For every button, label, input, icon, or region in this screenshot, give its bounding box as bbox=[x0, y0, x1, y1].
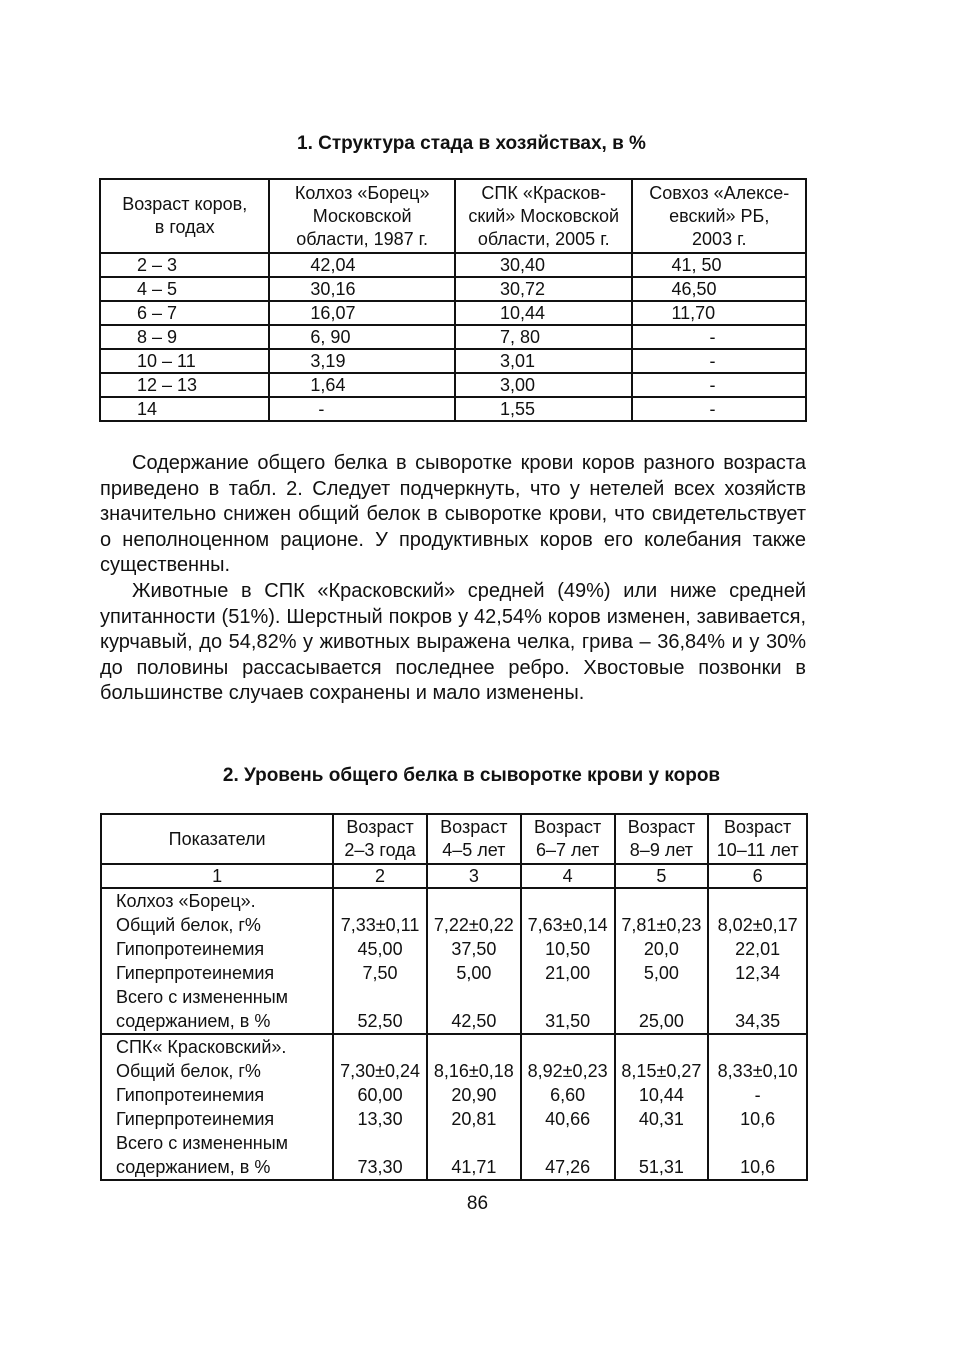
value-cell: 46,50 bbox=[632, 277, 806, 301]
age-cell: 2 – 3 bbox=[100, 253, 269, 277]
table2-header-age-6-7: Возраст 6–7 лет bbox=[521, 814, 615, 864]
value-cell: 30,72 bbox=[455, 277, 633, 301]
value-cell: 3,01 bbox=[455, 349, 633, 373]
value-cell: 3,19 bbox=[269, 349, 455, 373]
table-row bbox=[100, 277, 806, 301]
table1-header-row bbox=[100, 179, 806, 253]
value-cell: - bbox=[632, 397, 806, 421]
group-values: 8,15±0,27 10,44 40,31 51,31 bbox=[615, 1034, 709, 1180]
table2-header-age-2-3: Возраст 2–3 года bbox=[333, 814, 427, 864]
group-labels: Колхоз «Борец». Общий белок, г% Гипопротеинемия Гиперпротеинемия Всего с измененным содержанием, в % bbox=[101, 888, 333, 1034]
table1-title: 1. Структура стада в хозяйствах, в % bbox=[297, 133, 646, 154]
table2-group-krasko bbox=[101, 1034, 807, 1180]
value-cell: - bbox=[632, 325, 806, 349]
table-row bbox=[100, 349, 806, 373]
table1-header-krasko: СПК «Красков- ский» Московской области, 2005 г. bbox=[455, 179, 633, 253]
table2-header-row bbox=[101, 814, 807, 864]
value-cell: 11,70 bbox=[632, 301, 806, 325]
table-row bbox=[100, 397, 806, 421]
table2-header-age-10-11: Возраст 10–11 лет bbox=[708, 814, 807, 864]
value-cell: 30,40 bbox=[455, 253, 633, 277]
group-values: 8,92±0,23 6,60 40,66 47,26 bbox=[521, 1034, 615, 1180]
table-row bbox=[100, 253, 806, 277]
paragraph-protein-content: Содержание общего белка в сыворотке крови коров разного возраста приведено в табл. 2. Следует подчеркнуть, что у нетелей всех хозяйств значительно снижен общий белок в сыворотке крови, что свидетельствует о неполноценном рационе. У продуктивных коров его колебания также существенны. bbox=[100, 452, 806, 576]
value-cell: 10,44 bbox=[455, 301, 633, 325]
column-number: 5 bbox=[615, 864, 709, 888]
table2-header-age-8-9: Возраст 8–9 лет bbox=[615, 814, 709, 864]
group-labels: СПК« Красковский». Общий белок, г% Гипопротеинемия Гиперпротеинемия Всего с измененным содержанием, в % bbox=[101, 1034, 333, 1180]
group-values: 8,16±0,18 20,90 20,81 41,71 bbox=[427, 1034, 521, 1180]
table2-column-numbers bbox=[101, 864, 807, 888]
column-number: 3 bbox=[427, 864, 521, 888]
value-cell: 3,00 bbox=[455, 373, 633, 397]
table1-header-alekseevsky: Совхоз «Алексе- евский» РБ, 2003 г. bbox=[632, 179, 806, 253]
age-cell: 12 – 13 bbox=[100, 373, 269, 397]
herd-structure-table bbox=[99, 178, 807, 422]
table1-header-borets: Колхоз «Борец» Московской области, 1987 г. bbox=[269, 179, 455, 253]
value-cell: 30,16 bbox=[269, 277, 455, 301]
age-cell: 4 – 5 bbox=[100, 277, 269, 301]
value-cell: 7, 80 bbox=[455, 325, 633, 349]
group-values: 7,30±0,24 60,00 13,30 73,30 bbox=[333, 1034, 427, 1180]
paragraph-animal-condition: Животные в СПК «Красковский» средней (49%) или ниже средней упитанности (51%). Шерстный покров у 42,54% коров изменен, завивается, курчавый, до 54,82% у животных выражена челка, грива – 36,84% и у 30% до половины рассасывается последнее ребро. Хвостовые позвонки в большинстве случаев сохранены и мало изменены. bbox=[100, 580, 806, 704]
value-cell: 6, 90 bbox=[269, 325, 455, 349]
column-number: 2 bbox=[333, 864, 427, 888]
value-cell: - bbox=[269, 397, 455, 421]
table-row bbox=[100, 325, 806, 349]
age-cell: 8 – 9 bbox=[100, 325, 269, 349]
serum-protein-table bbox=[100, 813, 808, 1181]
value-cell: 16,07 bbox=[269, 301, 455, 325]
age-cell: 14 bbox=[100, 397, 269, 421]
group-values: 7,22±0,22 37,50 5,00 42,50 bbox=[427, 888, 521, 1034]
column-number: 4 bbox=[521, 864, 615, 888]
group-values: 7,33±0,11 45,00 7,50 52,50 bbox=[333, 888, 427, 1034]
value-cell: - bbox=[632, 373, 806, 397]
table-row bbox=[100, 301, 806, 325]
table1-header-age: Возраст коров, в годах bbox=[100, 179, 269, 253]
column-number: 6 bbox=[708, 864, 807, 888]
value-cell: 1,55 bbox=[455, 397, 633, 421]
column-number: 1 bbox=[101, 864, 333, 888]
age-cell: 6 – 7 bbox=[100, 301, 269, 325]
group-values: 8,02±0,17 22,01 12,34 34,35 bbox=[708, 888, 807, 1034]
group-values: 8,33±0,10 - 10,6 10,6 bbox=[708, 1034, 807, 1180]
table2-header-indicators: Показатели bbox=[101, 814, 333, 864]
age-cell: 10 – 11 bbox=[100, 349, 269, 373]
table2-title: 2. Уровень общего белка в сыворотке крови у коров bbox=[222, 765, 721, 786]
page-number: 86 bbox=[466, 1193, 489, 1214]
table2-header-age-4-5: Возраст 4–5 лет bbox=[427, 814, 521, 864]
value-cell: 41, 50 bbox=[632, 253, 806, 277]
table-row bbox=[100, 373, 806, 397]
value-cell: 42,04 bbox=[269, 253, 455, 277]
value-cell: 1,64 bbox=[269, 373, 455, 397]
group-values: 7,81±0,23 20,0 5,00 25,00 bbox=[615, 888, 709, 1034]
table2-group-borets bbox=[101, 888, 807, 1034]
group-values: 7,63±0,14 10,50 21,00 31,50 bbox=[521, 888, 615, 1034]
value-cell: - bbox=[632, 349, 806, 373]
